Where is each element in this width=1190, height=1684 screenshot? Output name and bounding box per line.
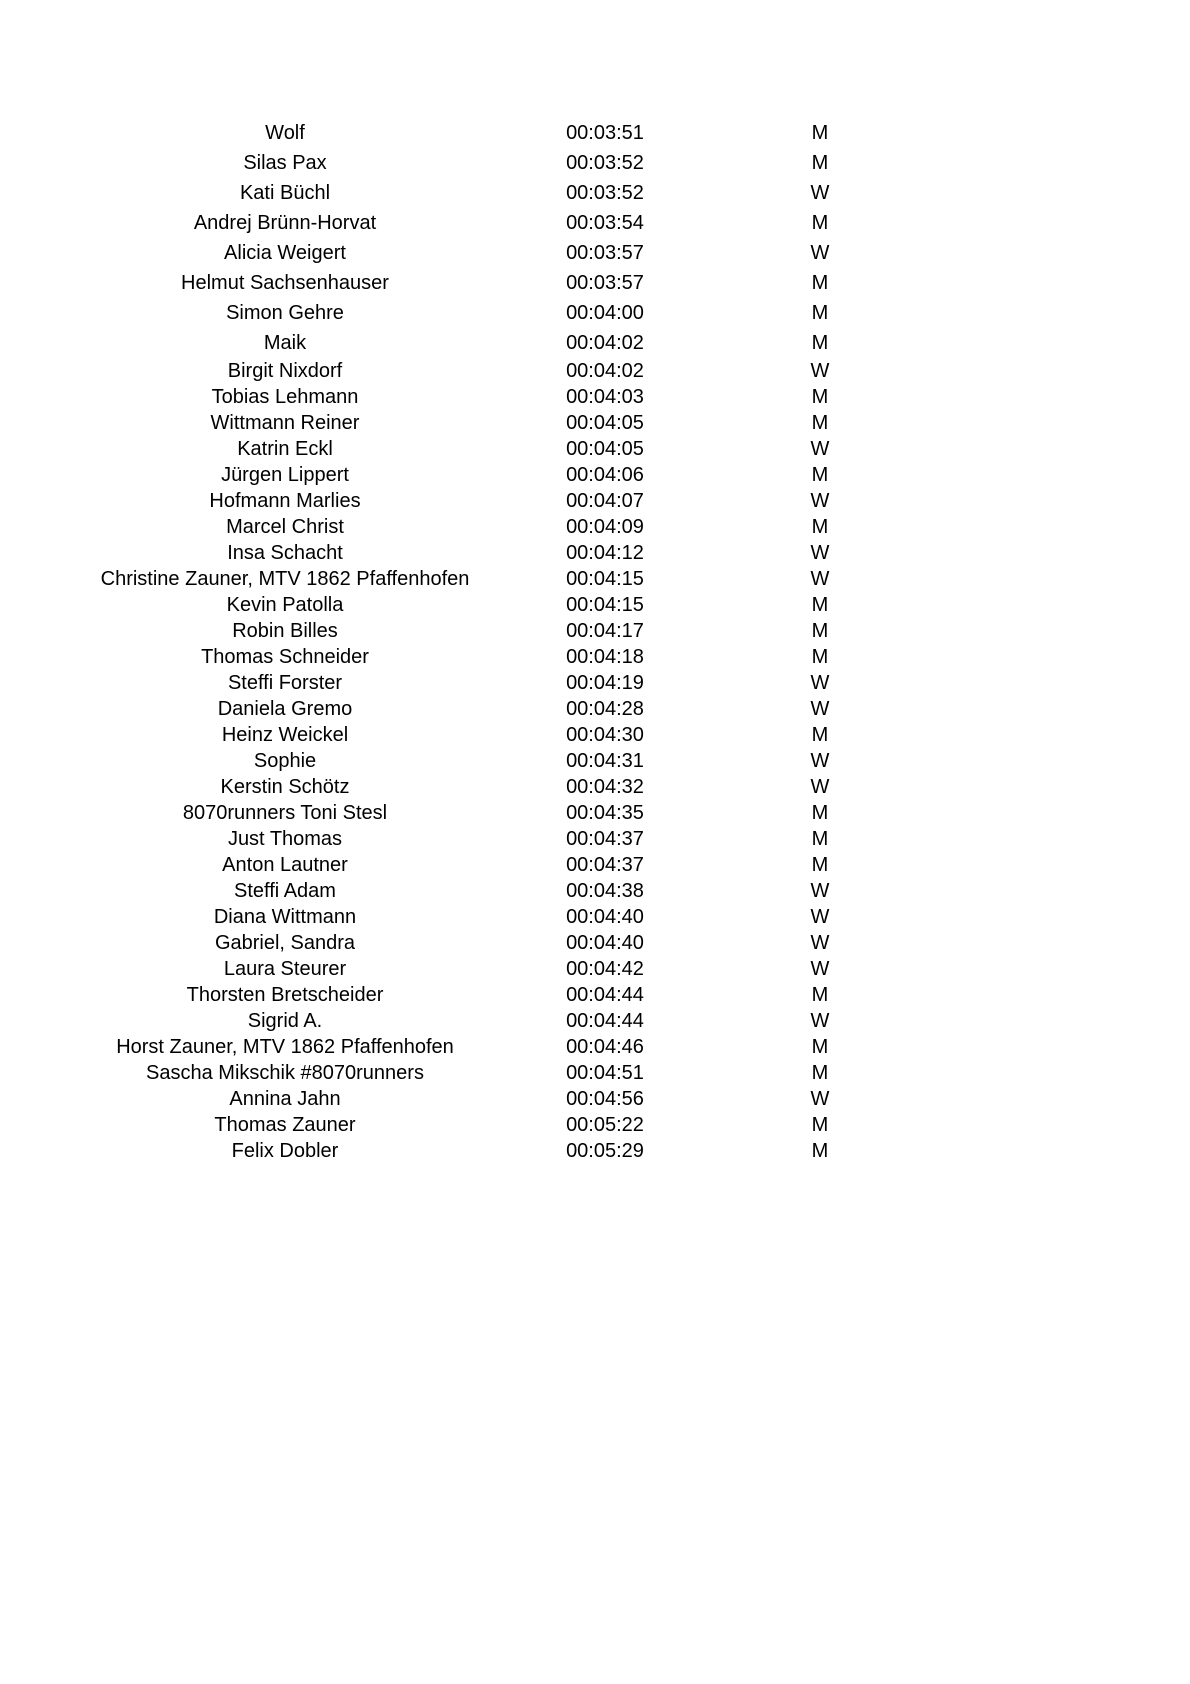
finish-time: 00:04:42 <box>566 958 644 980</box>
gender: M <box>811 412 829 434</box>
table-row <box>0 358 1190 384</box>
runner-name: Jürgen Lippert <box>221 464 349 486</box>
gender: M <box>811 1036 829 1058</box>
gender: W <box>810 1010 830 1032</box>
gender: M <box>811 386 829 408</box>
gender: W <box>810 776 830 798</box>
table-row <box>0 930 1190 956</box>
runner-name: Felix Dobler <box>231 1140 339 1162</box>
finish-time: 00:05:29 <box>566 1140 644 1162</box>
gender: M <box>811 1140 829 1162</box>
finish-time: 00:04:44 <box>566 1010 644 1032</box>
finish-time: 00:04:05 <box>566 412 644 434</box>
runner-name: Anton Lautner <box>222 854 348 876</box>
table-row <box>0 540 1190 566</box>
table-row <box>0 670 1190 696</box>
runner-name: Tobias Lehmann <box>211 386 359 408</box>
table-row <box>0 328 1190 358</box>
finish-time: 00:03:57 <box>566 242 644 264</box>
finish-time: 00:04:17 <box>566 620 644 642</box>
table-row <box>0 436 1190 462</box>
finish-time: 00:04:37 <box>566 854 644 876</box>
runner-name: Andrej Brünn-Horvat <box>193 212 377 234</box>
gender: M <box>811 212 829 234</box>
runner-name: Helmut Sachsenhauser <box>181 272 389 294</box>
finish-time: 00:04:32 <box>566 776 644 798</box>
table-row <box>0 208 1190 238</box>
gender: M <box>811 122 829 144</box>
table-row <box>0 1086 1190 1112</box>
gender: W <box>810 958 830 980</box>
runner-name: Robin Billes <box>232 620 338 642</box>
runner-name: Wittmann Reiner <box>210 412 360 434</box>
runner-name: Sigrid A. <box>247 1010 323 1032</box>
table-row <box>0 1060 1190 1086</box>
runner-name: Diana Wittmann <box>213 906 357 928</box>
runner-name: Maik <box>263 332 307 354</box>
runner-name: Simon Gehre <box>226 302 344 324</box>
gender: W <box>810 750 830 772</box>
runner-name: Katrin Eckl <box>237 438 333 460</box>
runner-name: Kerstin Schötz <box>220 776 350 798</box>
table-row <box>0 384 1190 410</box>
finish-time: 00:04:40 <box>566 906 644 928</box>
gender: M <box>811 302 829 324</box>
gender: M <box>811 646 829 668</box>
gender: W <box>810 360 830 382</box>
table-row <box>0 826 1190 852</box>
gender: M <box>811 854 829 876</box>
gender: W <box>810 242 830 264</box>
table-row <box>0 800 1190 826</box>
gender: M <box>811 152 829 174</box>
table-row <box>0 696 1190 722</box>
runner-name: Sophie <box>253 750 317 772</box>
finish-time: 00:05:22 <box>566 1114 644 1136</box>
table-row <box>0 592 1190 618</box>
table-row <box>0 1008 1190 1034</box>
finish-time: 00:04:31 <box>566 750 644 772</box>
runner-name: Sascha Mikschik #8070runners <box>146 1062 424 1084</box>
table-row <box>0 644 1190 670</box>
finish-time: 00:04:37 <box>566 828 644 850</box>
table-row <box>0 1034 1190 1060</box>
runner-name: Steffi Forster <box>227 672 343 694</box>
table-row <box>0 1112 1190 1138</box>
table-row <box>0 298 1190 328</box>
table-row <box>0 238 1190 268</box>
runner-name: Daniela Gremo <box>217 698 353 720</box>
table-row <box>0 462 1190 488</box>
finish-time: 00:04:15 <box>566 594 644 616</box>
finish-time: 00:04:19 <box>566 672 644 694</box>
runner-name: Insa Schacht <box>227 542 343 564</box>
runner-name: Just Thomas <box>227 828 343 850</box>
table-row <box>0 488 1190 514</box>
finish-time: 00:04:03 <box>566 386 644 408</box>
finish-time: 00:04:09 <box>566 516 644 538</box>
table-row <box>0 268 1190 298</box>
runner-name: Alicia Weigert <box>224 242 346 264</box>
gender: M <box>811 464 829 486</box>
runner-name: Thorsten Bretscheider <box>186 984 384 1006</box>
runner-name: Hofmann Marlies <box>209 490 361 512</box>
gender: W <box>810 568 830 590</box>
gender: W <box>810 438 830 460</box>
runner-name: Annina Jahn <box>229 1088 341 1110</box>
finish-time: 00:04:15 <box>566 568 644 590</box>
finish-time: 00:04:30 <box>566 724 644 746</box>
runner-name: Heinz Weickel <box>221 724 349 746</box>
table-row <box>0 514 1190 540</box>
finish-time: 00:04:51 <box>566 1062 644 1084</box>
runner-name: Marcel Christ <box>226 516 344 538</box>
runner-name: Christine Zauner, MTV 1862 Pfaffenhofen <box>100 568 470 590</box>
table-row <box>0 878 1190 904</box>
runner-name: Laura Steurer <box>223 958 347 980</box>
gender: M <box>811 802 829 824</box>
runner-name: Horst Zauner, MTV 1862 Pfaffenhofen <box>116 1036 454 1058</box>
finish-time: 00:04:35 <box>566 802 644 824</box>
finish-time: 00:03:54 <box>566 212 644 234</box>
runner-name: Birgit Nixdorf <box>227 360 343 382</box>
gender: W <box>810 542 830 564</box>
table-row <box>0 748 1190 774</box>
results-table <box>0 118 1190 1164</box>
runner-name: Kati Büchl <box>239 182 331 204</box>
finish-time: 00:04:02 <box>566 332 644 354</box>
finish-time: 00:04:46 <box>566 1036 644 1058</box>
gender: M <box>811 1062 829 1084</box>
gender: M <box>811 620 829 642</box>
gender: M <box>811 1114 829 1136</box>
gender: M <box>811 724 829 746</box>
finish-time: 00:04:18 <box>566 646 644 668</box>
table-row <box>0 722 1190 748</box>
gender: W <box>810 932 830 954</box>
gender: W <box>810 182 830 204</box>
table-row <box>0 566 1190 592</box>
table-row <box>0 1138 1190 1164</box>
table-row <box>0 852 1190 878</box>
table-row <box>0 618 1190 644</box>
runner-name: Steffi Adam <box>234 880 336 902</box>
table-row <box>0 178 1190 208</box>
finish-time: 00:04:00 <box>566 302 644 324</box>
runner-name: Thomas Schneider <box>201 646 369 668</box>
gender: M <box>811 828 829 850</box>
gender: W <box>810 490 830 512</box>
finish-time: 00:03:57 <box>566 272 644 294</box>
gender: W <box>810 880 830 902</box>
finish-time: 00:04:56 <box>566 1088 644 1110</box>
gender: W <box>810 672 830 694</box>
finish-time: 00:04:28 <box>566 698 644 720</box>
table-row <box>0 774 1190 800</box>
finish-time: 00:04:06 <box>566 464 644 486</box>
gender: W <box>810 906 830 928</box>
finish-time: 00:03:51 <box>566 122 644 144</box>
runner-name: Kevin Patolla <box>226 594 344 616</box>
finish-time: 00:04:05 <box>566 438 644 460</box>
runner-name: Thomas Zauner <box>214 1114 356 1136</box>
runner-name: Silas Pax <box>243 152 327 174</box>
gender: M <box>811 516 829 538</box>
table-row <box>0 982 1190 1008</box>
table-row <box>0 956 1190 982</box>
gender: M <box>811 332 829 354</box>
finish-time: 00:04:44 <box>566 984 644 1006</box>
runner-name: Wolf <box>265 122 305 144</box>
table-row <box>0 148 1190 178</box>
table-row <box>0 118 1190 148</box>
finish-time: 00:04:40 <box>566 932 644 954</box>
finish-time: 00:04:02 <box>566 360 644 382</box>
gender: M <box>811 272 829 294</box>
gender: W <box>810 1088 830 1110</box>
table-row <box>0 410 1190 436</box>
gender: M <box>811 984 829 1006</box>
finish-time: 00:03:52 <box>566 152 644 174</box>
table-row <box>0 904 1190 930</box>
finish-time: 00:04:07 <box>566 490 644 512</box>
finish-time: 00:04:38 <box>566 880 644 902</box>
finish-time: 00:04:12 <box>566 542 644 564</box>
gender: W <box>810 698 830 720</box>
runner-name: 8070runners Toni Stesl <box>182 802 388 824</box>
runner-name: Gabriel, Sandra <box>214 932 356 954</box>
gender: M <box>811 594 829 616</box>
finish-time: 00:03:52 <box>566 182 644 204</box>
